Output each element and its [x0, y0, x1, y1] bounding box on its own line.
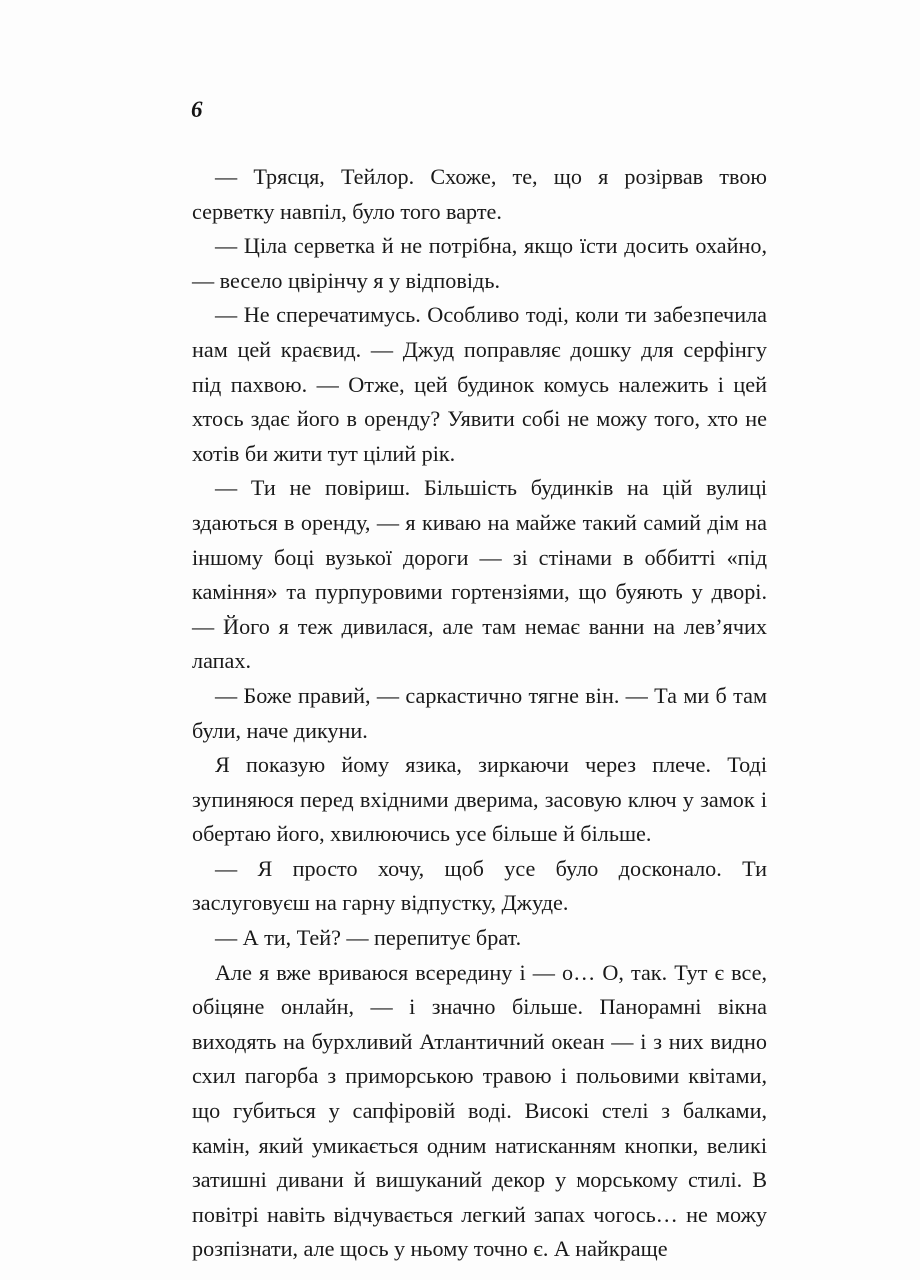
- paragraph: — А ти, Тей? — перепитує брат.: [215, 925, 522, 951]
- page-number: 6: [191, 97, 203, 122]
- paragraph: — Боже правий, — саркастично тягне він. — Та ми б там були, наче дикуни.: [192, 682, 767, 743]
- paragraph: Але я вже вриваюся всередину і — о… О, так. Тут є все, обіцяне онлайн, — і значно більше. Панорамні вікна виходять на бурхливий Атлантичний океан — і з них видно схил пагорба з приморською травою і польовими квітами, що губиться у сапфіровій воді. Високі стелі з балками, камін, який умикається одним натисканням кнопки, великі затишні дивани й вишуканий декор у морському стилі. В повітрі навіть відчувається легкий запах чогось… не можу розпізнати, але щось у ньому точно є. А найкраще: [192, 959, 767, 1262]
- body-text-block: [192, 160, 767, 1267]
- paragraph: — Не сперечатимусь. Особливо тоді, коли ти забезпечила нам цей краєвид. — Джуд поправляє дошку для серфінгу під пахвою. — Отже, цей будинок комусь належить і цей хтось здає його в оренду? Уявити собі не можу того, хто не хотів би жити тут цілий рік.: [192, 302, 767, 466]
- paragraph: — Я просто хочу, щоб усе було досконало. Ти заслуговуєш на гарну відпустку, Джуде.: [192, 855, 767, 916]
- paragraph: — Ти не повіриш. Більшість будинків на цій вулиці здаються в оренду, — я киваю на майже такий самий дім на іншому боці вузької дороги — зі стінами в оббитті «під каміння» та пурпуровими гортензіями, що буяють у дворі. — Його я теж дивилася, але там немає ванни на лев’ячих лапах.: [192, 475, 767, 674]
- paragraph: Я показую йому язика, зиркаючи через плече. Тоді зупиняюся перед вхідними дверима, засовую ключ у замок і обертаю його, хвилюючись усе більше й більше.: [192, 752, 767, 847]
- paragraph: — Трясця, Тейлор. Схоже, те, що я розірвав твою серветку навпіл, було того варте.: [192, 164, 767, 224]
- paragraph: — Ціла серветка й не потрібна, якщо їсти досить охайно, — весело цвірінчу я у відповідь.: [192, 233, 767, 293]
